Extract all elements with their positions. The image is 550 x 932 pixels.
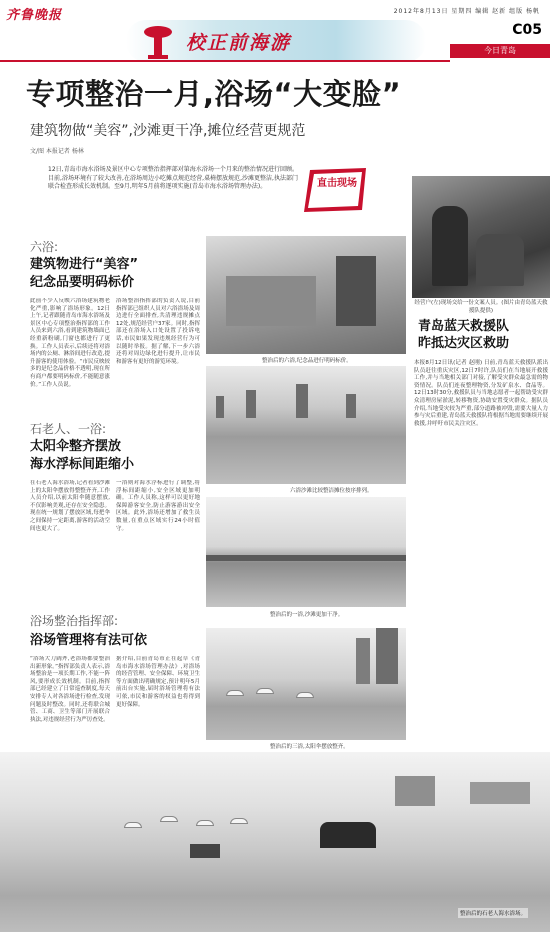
- section3-headline: 浴场管理将有法可依: [30, 633, 148, 648]
- section1-headline: 建筑物进行“美容” 纪念品要明码标价: [30, 257, 139, 290]
- main-headline: 专项整治一月,浴场“大变脸”: [26, 77, 402, 111]
- stone-old-man-beach-photo: [0, 752, 550, 932]
- section3-body-left: “浴场大刀阔斧,老浴场都要整治出新形象。”指挥部负责人表示,浴场整治是一项长期工作,不能一阵风,要形成长效机制。目前,指挥部已经建立了日常巡查制度,每天安排专人对各浴场进行检查,发现问题及时整改。同时,还将联合城管、工商、卫生等部门开展联合执法,对违规经营行为严厉查处。: [30, 656, 110, 723]
- section3-body-right: 据介绍,目前青岛市正在起草《青岛市海水浴场管理办法》,对浴场的经营管理、安全保障、环境卫生等方面做出明确规定,预计明年5月前出台实施,届时浴场管理将有法可依,市民和游客的权益也将得到更好保障。: [116, 656, 200, 708]
- section2-body-right: 一浴则对海水浮标进行了调整,将浮标间距缩小,安全区域更加明确。工作人员称,这样可以更好地保障游客安全,防止游客游出安全区域。此外,浴场还增加了救生员数量,在重点区域实行24小时值守。: [116, 480, 200, 532]
- byline: 文/图 本报记者 杨林: [30, 148, 84, 155]
- beach-stalls-photo: [206, 366, 406, 484]
- live-report-badge-label: 直击现场: [317, 178, 357, 189]
- photo-figure: [476, 234, 524, 286]
- sub-headline: 建筑物做“美容”,沙滩更干净,摊位经营更规范: [30, 123, 306, 139]
- lead-paragraph: 12日,青岛市海水浴场及景区中心专项整治指挥部对第海水浴场一个月来的整治情况进行回顾。目前,浴场环境有了较大改善,在浴场周边小吃摊点规范经营,桌椅摆放规范,沙滩更整洁,执法部门联合检查形成长效机制。至9月,明年5月前将逐项实施(青岛市海水浴场管理办法)。: [48, 166, 298, 190]
- photo-figure: [432, 206, 468, 286]
- rescue-article-body: 本报8月12日讯(记者 赵刚) 日前,青岛蓝天救援队派出队员赶往重庆灾区,12日7时许,队员们在当地展开救援工作,并与当地相关部门对接,了解受灾群众最急需的物资情况。队员们连夜整理物资,分发矿泉水、食品等。12日13时30分,救援队员与当地志愿者一起帮助受灾群众清理房屋淤泥,转移物资,协助安置受灾群众。据队员介绍,当地受灾较为严重,部分道路被冲毁,需要大量人力参与灾后重建,青岛蓝天救援队将根据当地需要继续开展救援,并呼吁市民关注灾区。: [414, 360, 548, 427]
- six-beach-photo: [206, 236, 406, 354]
- section2-headline: 太阳伞整齐摆放 海水浮标间距缩小: [30, 439, 135, 472]
- page-number: C05: [512, 22, 542, 38]
- section2-body-left: 在石老人海水浴场,记者看到沙滩上的太阳伞摆放得整整齐齐,工作人员介绍,以前太阳伞随意摆放,不仅影响美观,还存在安全隐患。现在统一规划了摆放区域,每把伞之间保持一定距离,游客的活动空间也更大了。: [30, 480, 110, 532]
- live-report-badge-icon: [300, 166, 370, 214]
- first-beach-photo: [206, 497, 406, 607]
- header-rule: [0, 60, 450, 62]
- rescue-team-photo: [412, 176, 550, 298]
- third-beach-photo: [206, 628, 406, 740]
- section3-photo-caption: 整治后的三浴,太阳伞摆放整齐。: [270, 744, 349, 750]
- section1-photo-caption: 整治后的六浴,纪念品进行明码标价。: [262, 358, 352, 364]
- section3-kicker: 浴场整治指挥部:: [30, 614, 119, 628]
- section2-photo-caption-1: 六浴沙滩比较整洁摊位按序排列。: [290, 488, 373, 494]
- section1-body-right: 浴场整治指挥部的负责人说,目前指挥部已组织人员对六浴浴场及周边进行全面排查,共清理违规摊点12处,规范经营户37家。同时,指挥部还在浴场入口处设置了投诉电话,市民如果发现违规经营行为可以随时举报。据了解,下一步六浴还将对周边绿化进行提升,让市民和游客有更好的游览环境。: [116, 298, 200, 365]
- section1-kicker: 六浴:: [30, 240, 59, 254]
- issue-meta: 2012年8月13日 星期四 编辑 赵新 组版 杨帆: [393, 8, 540, 15]
- masthead: [0, 0, 550, 66]
- rescue-headline: 青岛蓝天救援队 昨抵达灾区救助: [418, 319, 510, 351]
- rescue-photo-caption: 经营户(左)现场交给一份文案人员。(图片由青岛蓝天救援队提供): [414, 300, 548, 314]
- column-banner: [126, 20, 426, 62]
- section1-body-left: 此前不少人反映六浴场建筑物老化严重,影响了浴场形象。12日上午,记者跟随青岛市海水浴场及景区中心专项整治指挥部的工作人员来到六浴,看到建筑物墙面已经重新粉刷,门窗也都进行了更换。工作人员表示,后续还将对浴场内的公厕、淋浴间进行改造,提升游客的使用体验。“市民反映较多的是纪念品价格不透明,现在所有商户都要明码标价,不能随意涨价。”工作人员说。: [30, 298, 110, 388]
- section-tag: 今日青岛: [450, 44, 550, 58]
- bottom-photo-caption: 整治后的石老人海水浴场。: [458, 908, 528, 918]
- newspaper-logo: 齐鲁晚报: [6, 8, 63, 23]
- section2-kicker: 石老人、一浴:: [30, 422, 107, 436]
- banner-title: 校正前海游: [186, 32, 292, 54]
- tower-emblem-icon: [140, 22, 176, 60]
- section2-photo-caption-2: 整治后的一浴,沙滩更加干净。: [270, 612, 344, 618]
